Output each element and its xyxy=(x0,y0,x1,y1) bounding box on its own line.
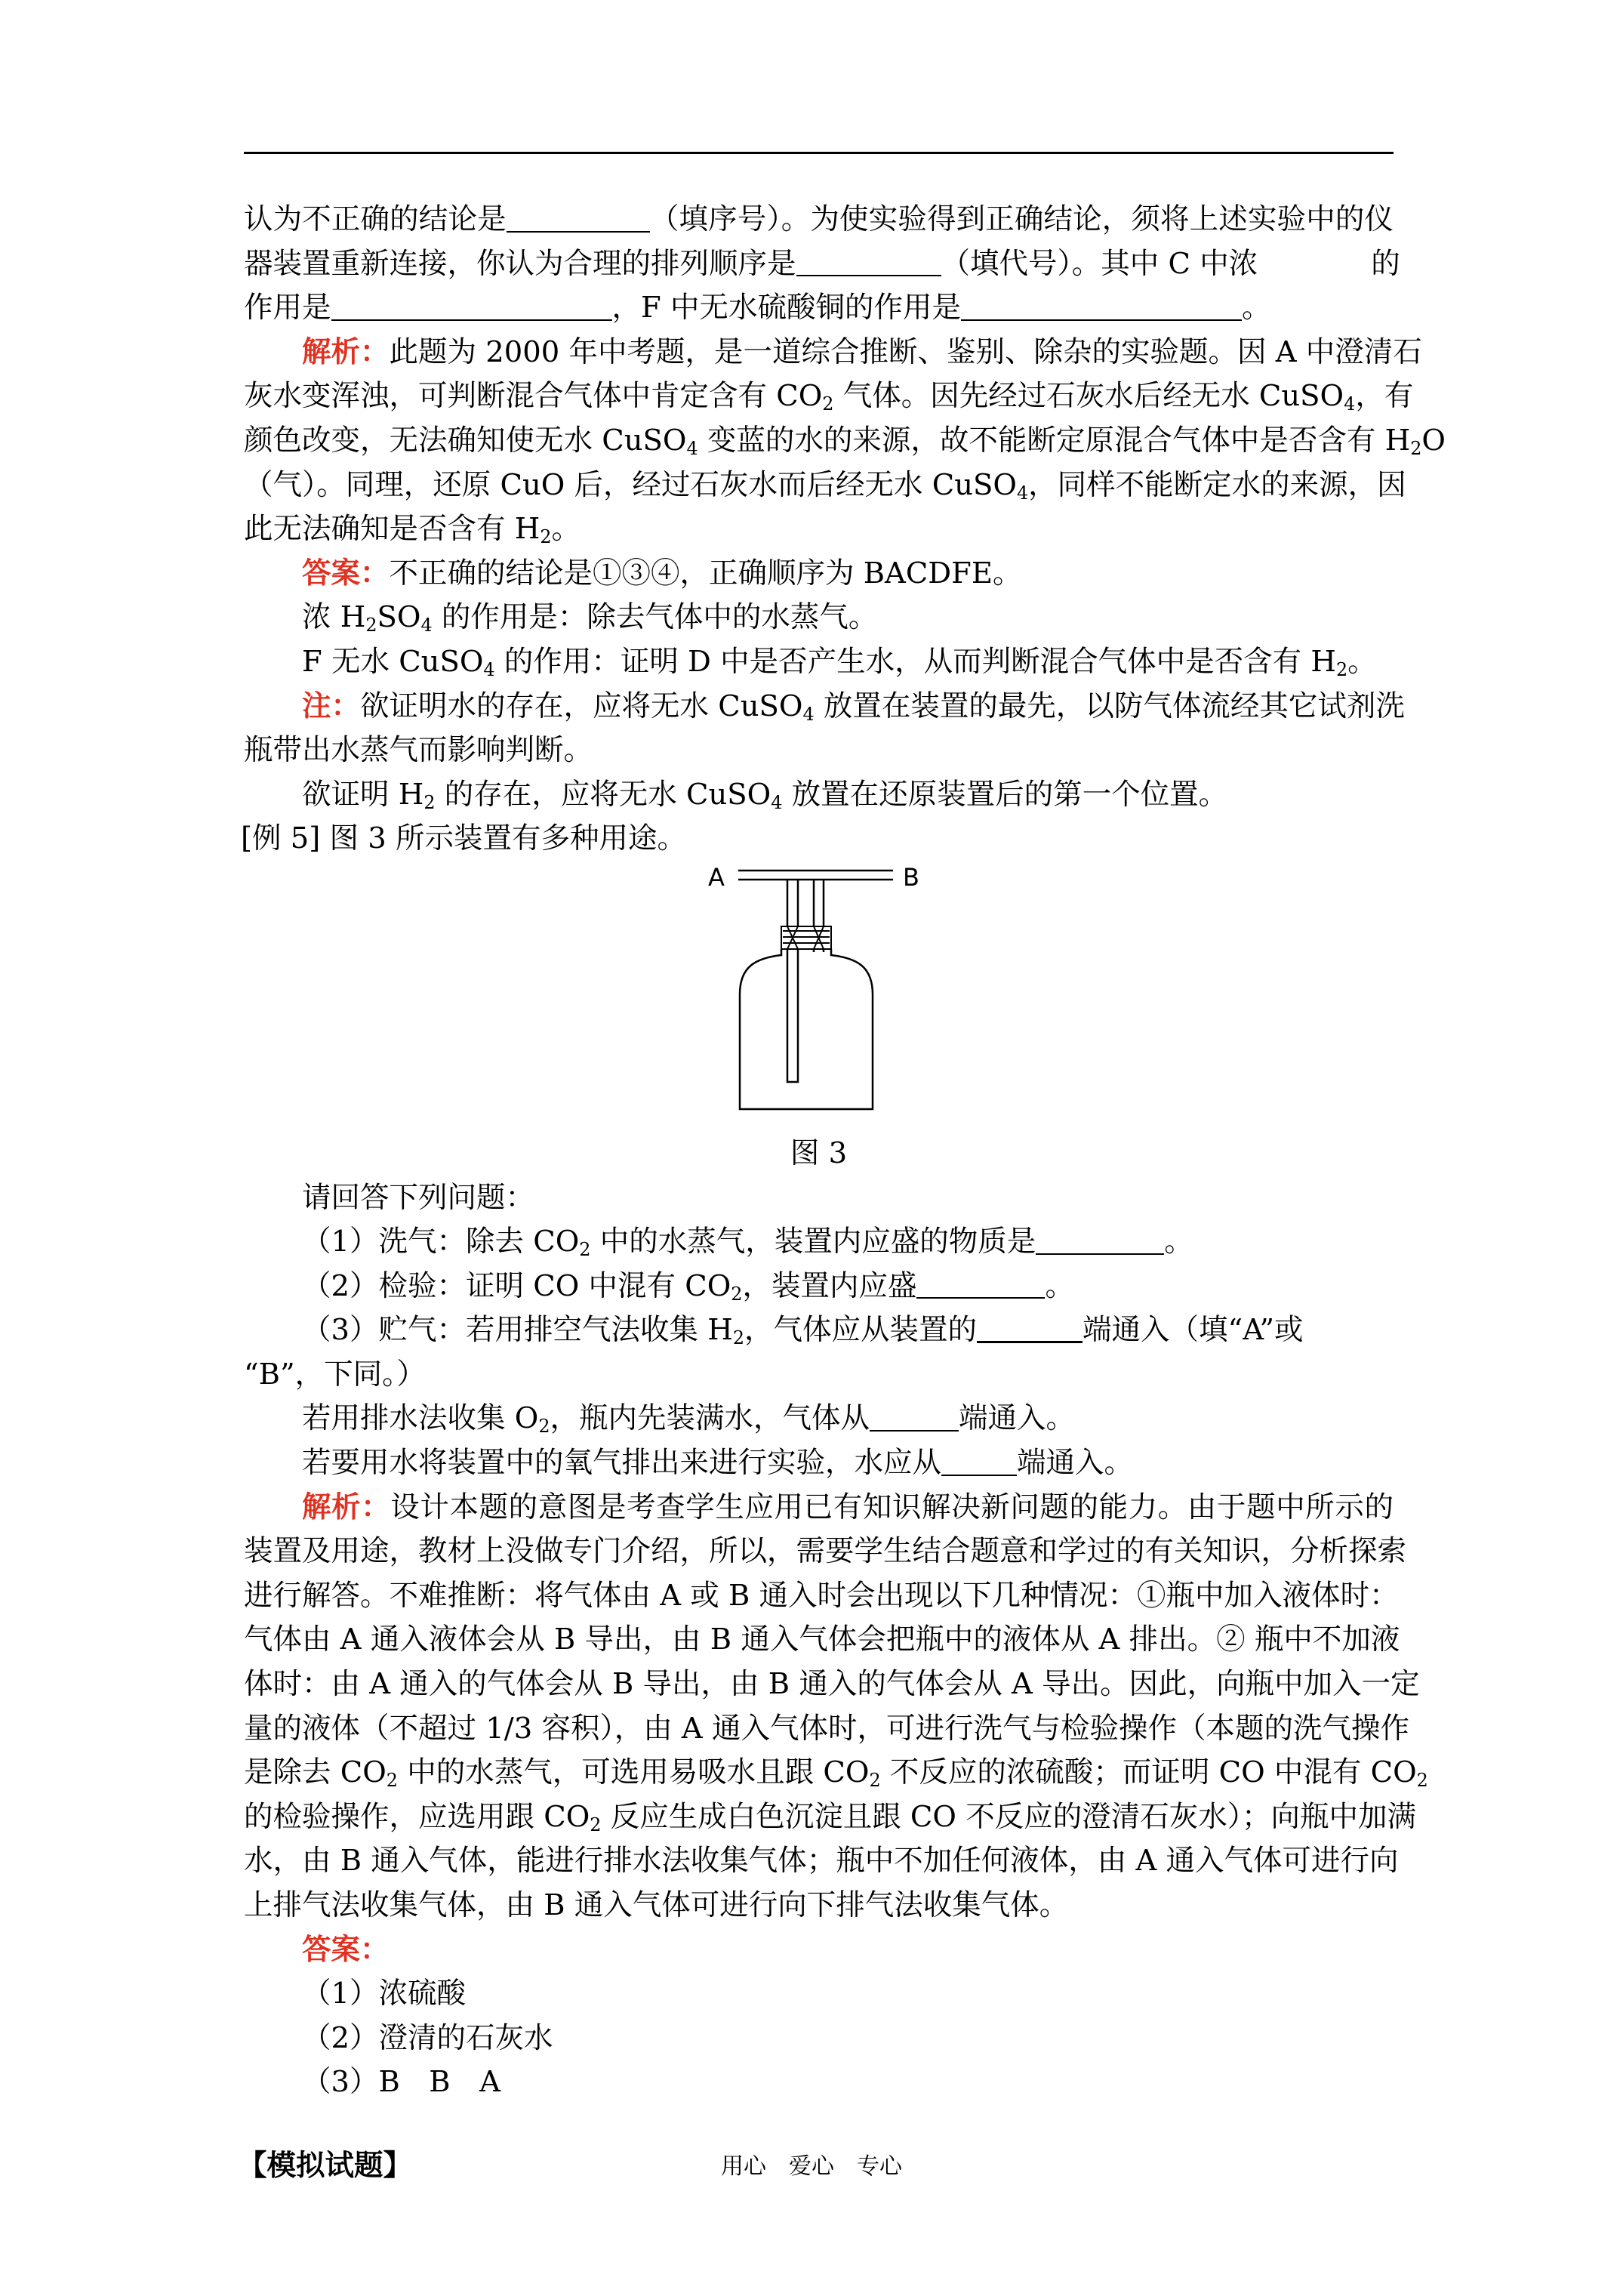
page-footer: 用心 爱心 专心 xyxy=(721,2153,902,2180)
header-rule xyxy=(244,152,1394,154)
text-line: 瓶带出水蒸气而影响判断。 xyxy=(244,733,593,768)
fill-blank xyxy=(507,202,650,233)
figure-3 xyxy=(244,861,1394,1133)
text-line: 注：欲证明水的存在，应将无水 CuSO$_4$ 放置在装置的最先，以防气体流经其它试剂洗 xyxy=(302,689,1405,725)
text-line: 灰水变浑浊，可判断混合气体中肯定含有 $CO_2$ 气体。因先经过石灰水后经无水 CuSO$_4$，有 xyxy=(244,379,1414,415)
text-line: 请回答下列问题： xyxy=(302,1180,535,1215)
long-tube xyxy=(787,880,798,1082)
answer-2: （2）澄清的石灰水 xyxy=(302,2020,553,2055)
fill-blank xyxy=(941,1445,1017,1476)
text-line: 作用是 ，F 中无水硫酸铜的作用是 。 xyxy=(244,291,1271,325)
text-line: 进行解答。不难推断：将气体由 A 或 B 通入时会出现以下几种情况：①瓶中加入液体时： xyxy=(244,1578,1399,1613)
text-line: 欲证明 $H_2$ 的存在，应将无水 CuSO$_4$ 放置在还原装置后的第一个位置。 xyxy=(302,777,1228,813)
answer-3: （3）B B A xyxy=(302,2065,500,2100)
figure-caption: 图 3 xyxy=(790,1136,848,1170)
label-a: A xyxy=(708,862,725,892)
text-line: 器装置重新连接，你认为合理的排列顺序是 （填代号）。其中 C 中浓 的 xyxy=(244,246,1400,281)
fill-blank xyxy=(977,1311,1083,1343)
text-line: 解析：设计本题的意图是考查学生应用已有知识解决新问题的能力。由于题中所示的 xyxy=(302,1490,1394,1524)
fill-blank xyxy=(331,290,612,321)
text-line: 水，由 B 通入气体，能进行排水法收集气体；瓶中不加任何液体，由 A 通入气体可进行向 xyxy=(244,1844,1399,1878)
text-line: 体时：由 A 通入的气体会从 B 导出，由 B 通入的气体会从 A 导出。因此，向瓶中加入一定 xyxy=(244,1667,1420,1702)
answer-label: 答案： xyxy=(302,556,390,590)
answer-1: （1）浓硫酸 xyxy=(302,1977,466,2011)
text-line: 此无法确知是否含有 $H_2$。 xyxy=(244,512,581,548)
text-line: 若用排水法收集 $O_2$，瓶内先装满水，气体从 端通入。 xyxy=(302,1401,1076,1438)
text-line xyxy=(244,1928,1394,1973)
question-3: （3）贮气：若用排空气法收集 $H_2$，气体应从装置的 端通入（填“A”或 xyxy=(302,1313,1304,1349)
note-label: 注： xyxy=(302,689,361,723)
answer-label: 答案： xyxy=(302,1932,390,1967)
gas-bottle-diagram xyxy=(701,861,942,1133)
question-1: （1）洗气：除去 $CO_2$ 中的水蒸气，装置内应盛的物质是 。 xyxy=(302,1225,1193,1261)
text-line: 气体由 A 通入液体会从 B 导出，由 B 通入气体会把瓶中的液体从 A 排出。② 瓶中不加液 xyxy=(244,1623,1400,1657)
text-line: 答案：不正确的结论是①③④，正确顺序为 BACDFE。 xyxy=(302,556,1022,590)
section-heading: 【模拟试题】 xyxy=(238,2148,413,2183)
fill-blank xyxy=(870,1401,959,1432)
text-line: 浓 $H_2SO_4$ 的作用是：除去气体中的水蒸气。 xyxy=(302,600,878,636)
question-2: （2）检验：证明 CO 中混有 $CO_2$，装置内应盛 。 xyxy=(302,1268,1074,1305)
text-line: 颜色改变，无法确知使无水 CuSO$_4$ 变蓝的水的来源，故不能断定原混合气体中是否含有 $H_2O$ xyxy=(244,423,1446,459)
text-line: 是除去 $CO_2$ 中的水蒸气，可选用易吸水且跟 $CO_2$ 不反应的浓硫酸；而证明 CO 中混有 $CO_2$ xyxy=(244,1755,1428,1792)
text-line: 量的液体（不超过 1/3 容积），由 A 通入气体时，可进行洗气与检验操作（本题的洗气操作 xyxy=(244,1711,1409,1746)
bottle xyxy=(740,949,873,1109)
text-line: 若要用水将装置中的氧气排出来进行实验，水应从 端通入。 xyxy=(302,1446,1134,1481)
text-line: F 无水 CuSO$_4$ 的作用：证明 D 中是否产生水，从而判断混合气体中是否含有 $H_2$。 xyxy=(302,644,1377,680)
example-heading: [例 5] 图 3 所示装置有多种用途。 xyxy=(241,821,686,856)
analysis-label: 解析： xyxy=(302,1490,391,1524)
text-line: 装置及用途，教材上没做专门介绍，所以，需要学生结合题意和学过的有关知识，分析探索 xyxy=(244,1534,1407,1569)
document-body xyxy=(238,198,1446,2189)
text-line: 认为不正确的结论是 （填序号）。为使实验得到正确结论，须将上述实验中的仪 xyxy=(244,202,1394,236)
fill-blank xyxy=(916,1268,1045,1299)
text-line: 的检验操作，应选用跟 $CO_2$ 反应生成白色沉淀且跟 CO 不反应的澄清石灰水）；向瓶中加满 xyxy=(244,1799,1416,1835)
analysis-label: 解析： xyxy=(302,334,390,369)
text-line: 上排气法收集气体，由 B 通入气体可进行向下排气法收集气体。 xyxy=(244,1888,1069,1922)
label-b: B xyxy=(903,862,919,892)
fill-blank xyxy=(961,290,1242,321)
fill-blank xyxy=(1036,1224,1164,1255)
text-line: 解析：此题为 2000 年中考题，是一道综合推断、鉴别、除杂的实验题。因 A 中澄清石 xyxy=(302,334,1422,369)
text-line: “B”，下同。） xyxy=(244,1357,426,1391)
fill-blank xyxy=(796,246,941,277)
text-line: （气）。同理，还原 CuO 后，经过石灰水而后经无水 CuSO$_4$，同样不能断定水的来源，因 xyxy=(244,467,1406,504)
